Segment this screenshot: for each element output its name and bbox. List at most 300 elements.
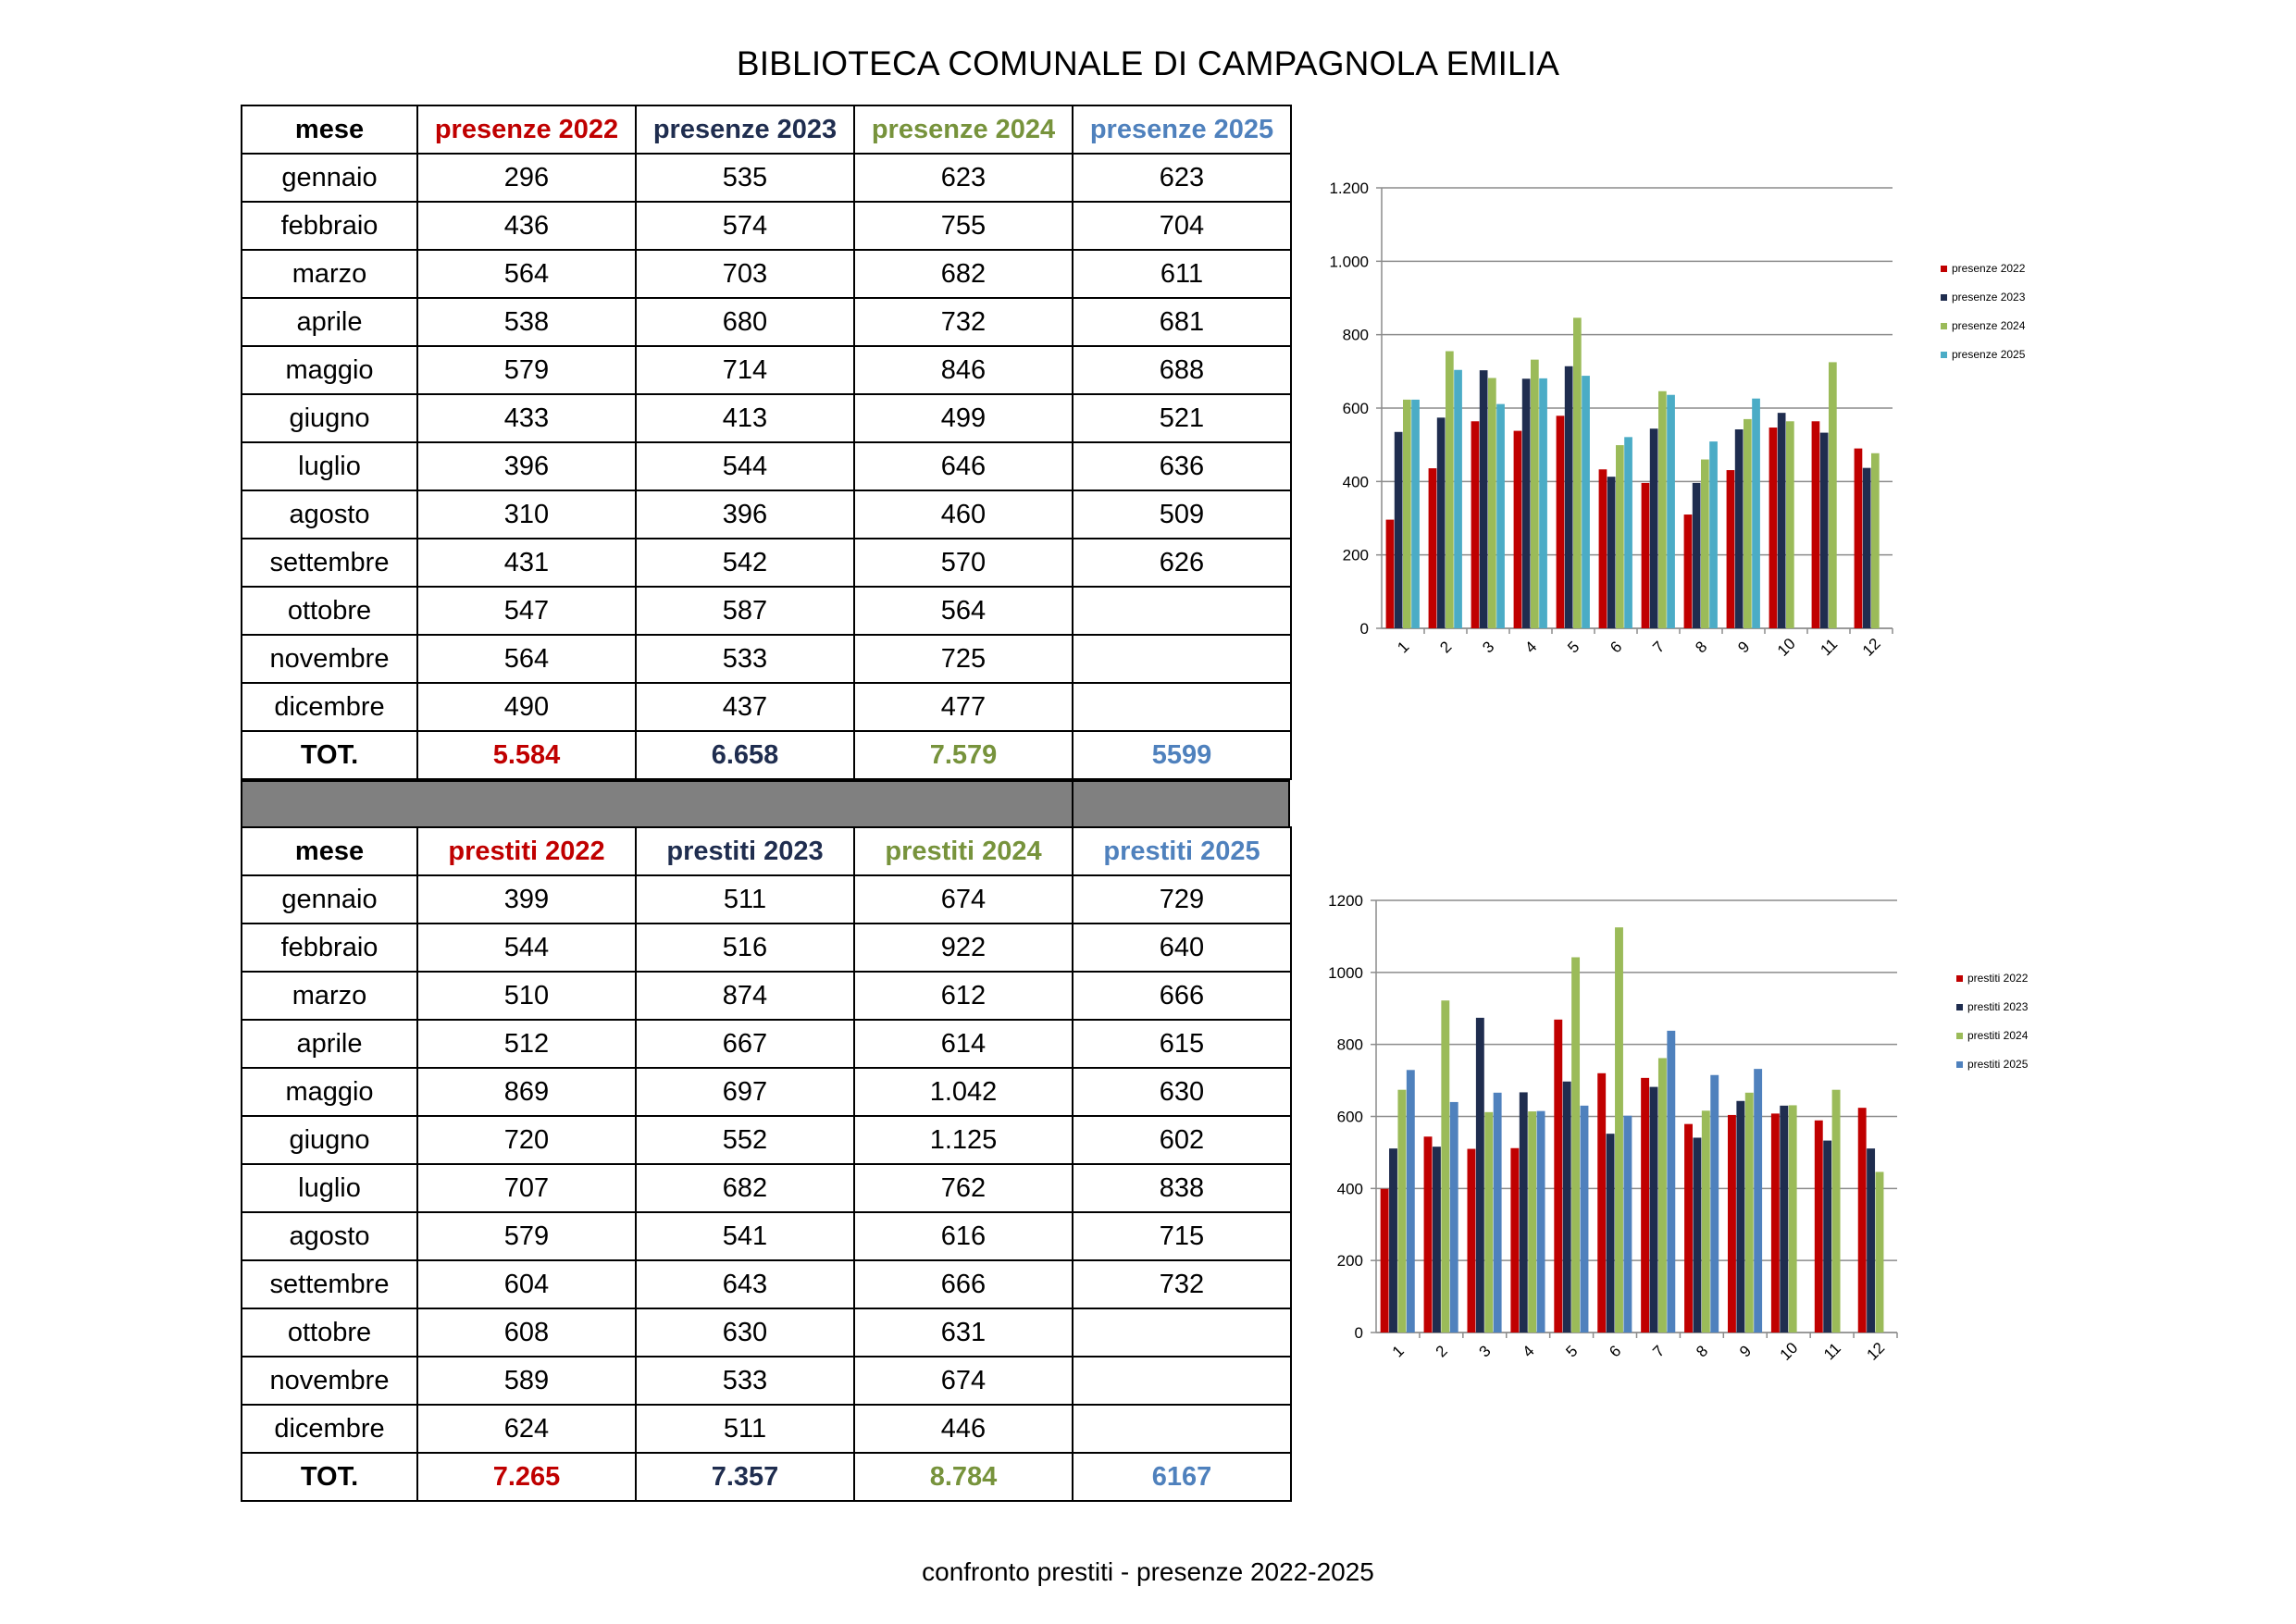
- bar: [1744, 419, 1752, 628]
- x-tick-label: 9: [1734, 638, 1754, 657]
- value-cell: 680: [636, 298, 854, 346]
- value-cell: 436: [417, 202, 636, 250]
- y-tick-label: 200: [1342, 546, 1369, 564]
- value-cell: 682: [854, 250, 1073, 298]
- month-cell: ottobre: [242, 1308, 417, 1357]
- bar: [1812, 421, 1820, 628]
- month-cell: luglio: [242, 1164, 417, 1212]
- value-cell: 704: [1073, 202, 1291, 250]
- value-cell: 570: [854, 539, 1073, 587]
- value-cell: 611: [1073, 250, 1291, 298]
- value-cell: 510: [417, 972, 636, 1020]
- bar: [1528, 1111, 1536, 1333]
- bar: [1565, 366, 1573, 628]
- table-row: [242, 1116, 1291, 1164]
- value-cell: 564: [417, 250, 636, 298]
- value-cell: 587: [636, 587, 854, 635]
- value-cell: 646: [854, 442, 1073, 490]
- value-cell: 666: [854, 1260, 1073, 1308]
- legend-swatch: [1941, 323, 1947, 329]
- bar: [1407, 1070, 1415, 1333]
- y-tick-label: 0: [1359, 620, 1369, 638]
- value-cell: 703: [636, 250, 854, 298]
- value-cell: 538: [417, 298, 636, 346]
- value-cell: 509: [1073, 490, 1291, 539]
- total-row: [242, 731, 1291, 779]
- value-cell: 499: [854, 394, 1073, 442]
- value-cell: 715: [1073, 1212, 1291, 1260]
- value-cell: 631: [854, 1308, 1073, 1357]
- table-row: [242, 442, 1291, 490]
- value-cell: 624: [417, 1405, 636, 1453]
- month-cell: agosto: [242, 490, 417, 539]
- presenze-header-row: [242, 105, 1291, 154]
- value-cell: 541: [636, 1212, 854, 1260]
- bar: [1411, 400, 1420, 628]
- header-prestiti-2024: prestiti 2024: [854, 827, 1073, 875]
- value-cell: 869: [417, 1068, 636, 1116]
- x-tick-label: 4: [1521, 638, 1541, 657]
- value-cell: [1073, 683, 1291, 731]
- bar: [1616, 445, 1624, 628]
- bar: [1437, 417, 1446, 628]
- y-tick-label: 0: [1354, 1324, 1363, 1342]
- value-cell: 720: [417, 1116, 636, 1164]
- table-row: [242, 1308, 1291, 1357]
- bar: [1876, 1172, 1884, 1333]
- y-tick-label: 400: [1336, 1180, 1363, 1198]
- bar: [1494, 1093, 1502, 1333]
- value-cell: 714: [636, 346, 854, 394]
- bar: [1780, 1106, 1788, 1333]
- bar: [1467, 1149, 1475, 1333]
- value-cell: 674: [854, 1357, 1073, 1405]
- x-tick-label: 6: [1607, 638, 1626, 657]
- bar: [1658, 1058, 1667, 1333]
- value-cell: 623: [1073, 154, 1291, 202]
- header-mese: mese: [242, 827, 417, 875]
- month-cell: ottobre: [242, 587, 417, 635]
- bar: [1693, 483, 1701, 628]
- value-cell: 533: [636, 1357, 854, 1405]
- bar: [1454, 370, 1462, 628]
- month-cell: febbraio: [242, 202, 417, 250]
- value-cell: 922: [854, 924, 1073, 972]
- value-cell: 838: [1073, 1164, 1291, 1212]
- total-label: TOT.: [242, 1453, 417, 1501]
- bar: [1871, 453, 1880, 628]
- bar: [1754, 1069, 1762, 1333]
- header-prestiti-2023: prestiti 2023: [636, 827, 854, 875]
- value-cell: 681: [1073, 298, 1291, 346]
- bar: [1381, 1189, 1389, 1333]
- bar: [1539, 378, 1547, 628]
- bar: [1597, 1073, 1606, 1333]
- value-cell: 729: [1073, 875, 1291, 924]
- table-row: [242, 683, 1291, 731]
- bar: [1820, 433, 1829, 628]
- total-value: 7.357: [636, 1453, 854, 1501]
- x-tick-label: 11: [1820, 1339, 1844, 1364]
- bar: [1778, 413, 1786, 628]
- value-cell: 552: [636, 1116, 854, 1164]
- legend-label: presenze 2022: [1952, 262, 2026, 275]
- value-cell: 707: [417, 1164, 636, 1212]
- bar: [1623, 1116, 1632, 1333]
- value-cell: 725: [854, 635, 1073, 683]
- x-tick-label: 8: [1693, 1342, 1712, 1361]
- table-row: [242, 1357, 1291, 1405]
- table-row: [242, 587, 1291, 635]
- bar: [1745, 1093, 1754, 1333]
- bar: [1429, 468, 1437, 628]
- value-cell: [1073, 1308, 1291, 1357]
- value-cell: 544: [417, 924, 636, 972]
- value-cell: 846: [854, 346, 1073, 394]
- table-row: [242, 250, 1291, 298]
- bar: [1702, 1110, 1710, 1333]
- bar: [1855, 449, 1863, 628]
- bar: [1450, 1102, 1458, 1333]
- value-cell: 640: [1073, 924, 1291, 972]
- value-cell: 296: [417, 154, 636, 202]
- bar: [1424, 1136, 1433, 1333]
- bar: [1684, 1124, 1693, 1333]
- value-cell: 542: [636, 539, 854, 587]
- bar: [1537, 1111, 1545, 1333]
- bar: [1386, 520, 1395, 628]
- header-presenze-2023: presenze 2023: [636, 105, 854, 154]
- value-cell: 755: [854, 202, 1073, 250]
- month-cell: gennaio: [242, 154, 417, 202]
- month-cell: dicembre: [242, 683, 417, 731]
- table-row: [242, 1212, 1291, 1260]
- bar: [1709, 441, 1718, 628]
- total-value: 5599: [1073, 731, 1291, 779]
- bar: [1752, 399, 1760, 628]
- bar: [1858, 1108, 1867, 1333]
- bar: [1510, 1148, 1519, 1333]
- value-cell: 614: [854, 1020, 1073, 1068]
- bar: [1471, 421, 1480, 628]
- value-cell: 579: [417, 346, 636, 394]
- prestiti-chart: [1296, 888, 2073, 1370]
- bar: [1735, 429, 1744, 628]
- month-cell: novembre: [242, 635, 417, 683]
- bar: [1554, 1020, 1562, 1333]
- header-presenze-2025: presenze 2025: [1073, 105, 1291, 154]
- header-prestiti-2025: prestiti 2025: [1073, 827, 1291, 875]
- bar: [1581, 1106, 1589, 1333]
- value-cell: 490: [417, 683, 636, 731]
- value-cell: 446: [854, 1405, 1073, 1453]
- legend-swatch: [1956, 1004, 1963, 1010]
- total-label: TOT.: [242, 731, 417, 779]
- value-cell: 732: [1073, 1260, 1291, 1308]
- y-tick-label: 800: [1342, 326, 1369, 344]
- value-cell: 564: [417, 635, 636, 683]
- value-cell: 874: [636, 972, 854, 1020]
- value-cell: 310: [417, 490, 636, 539]
- legend-label: presenze 2023: [1952, 291, 2026, 304]
- legend-label: prestiti 2023: [1967, 1000, 2029, 1013]
- bar: [1771, 1113, 1780, 1333]
- bar: [1832, 1090, 1841, 1333]
- bar: [1389, 1148, 1397, 1333]
- legend-swatch: [1956, 975, 1963, 982]
- bar: [1829, 362, 1837, 628]
- y-tick-label: 1200: [1328, 892, 1363, 910]
- month-cell: maggio: [242, 346, 417, 394]
- value-cell: 666: [1073, 972, 1291, 1020]
- bar: [1701, 460, 1709, 628]
- total-value: 7.265: [417, 1453, 636, 1501]
- value-cell: 697: [636, 1068, 854, 1116]
- bar: [1728, 1115, 1736, 1333]
- value-cell: 512: [417, 1020, 636, 1068]
- legend-label: presenze 2024: [1952, 319, 2026, 332]
- bar: [1480, 370, 1488, 628]
- value-cell: 396: [636, 490, 854, 539]
- month-cell: luglio: [242, 442, 417, 490]
- x-tick-label: 8: [1692, 638, 1711, 657]
- value-cell: 533: [636, 635, 854, 683]
- value-cell: 636: [1073, 442, 1291, 490]
- header-prestiti-2022: prestiti 2022: [417, 827, 636, 875]
- value-cell: 521: [1073, 394, 1291, 442]
- value-cell: 437: [636, 683, 854, 731]
- value-cell: 544: [636, 442, 854, 490]
- table-row: [242, 394, 1291, 442]
- x-tick-label: 5: [1562, 1342, 1582, 1361]
- header-mese: mese: [242, 105, 417, 154]
- table-separator: [241, 780, 1290, 828]
- table-row: [242, 490, 1291, 539]
- legend-swatch: [1941, 352, 1947, 358]
- total-value: 5.584: [417, 731, 636, 779]
- total-row: [242, 1453, 1291, 1501]
- value-cell: 535: [636, 154, 854, 202]
- x-tick-label: 7: [1649, 638, 1669, 657]
- bar: [1476, 1018, 1484, 1333]
- bar: [1693, 1137, 1701, 1333]
- value-cell: 674: [854, 875, 1073, 924]
- total-value: 6.658: [636, 731, 854, 779]
- value-cell: 630: [636, 1308, 854, 1357]
- bar: [1815, 1121, 1823, 1333]
- bar: [1522, 378, 1531, 628]
- value-cell: 602: [1073, 1116, 1291, 1164]
- bar: [1484, 1112, 1493, 1333]
- value-cell: [1073, 1405, 1291, 1453]
- value-cell: 574: [636, 202, 854, 250]
- bar: [1607, 1134, 1615, 1333]
- value-cell: 433: [417, 394, 636, 442]
- value-cell: [1073, 587, 1291, 635]
- table-row: [242, 1405, 1291, 1453]
- value-cell: 643: [636, 1260, 854, 1308]
- bar: [1667, 395, 1675, 628]
- value-cell: 511: [636, 1405, 854, 1453]
- value-cell: 626: [1073, 539, 1291, 587]
- value-cell: 608: [417, 1308, 636, 1357]
- value-cell: 682: [636, 1164, 854, 1212]
- month-cell: settembre: [242, 539, 417, 587]
- bar: [1658, 391, 1667, 628]
- header-presenze-2024: presenze 2024: [854, 105, 1073, 154]
- y-tick-label: 1.200: [1329, 180, 1369, 197]
- legend-swatch: [1956, 1033, 1963, 1039]
- value-cell: 477: [854, 683, 1073, 731]
- table-row: [242, 346, 1291, 394]
- y-tick-label: 200: [1336, 1252, 1363, 1271]
- x-tick-label: 12: [1858, 634, 1884, 660]
- value-cell: 431: [417, 539, 636, 587]
- bar: [1441, 1000, 1449, 1333]
- prestiti-header-row: [242, 827, 1291, 875]
- value-cell: 399: [417, 875, 636, 924]
- bar: [1786, 421, 1794, 628]
- y-tick-label: 400: [1342, 473, 1369, 491]
- page-footer: confronto prestiti - presenze 2022-2025: [922, 1557, 1374, 1586]
- table-row: [242, 202, 1291, 250]
- x-tick-label: 10: [1776, 1338, 1802, 1364]
- bar: [1395, 432, 1403, 628]
- bar: [1789, 1105, 1797, 1333]
- bar: [1563, 1082, 1571, 1333]
- month-cell: marzo: [242, 250, 417, 298]
- table-row: [242, 972, 1291, 1020]
- value-cell: [1073, 635, 1291, 683]
- legend-label: prestiti 2025: [1967, 1058, 2029, 1071]
- value-cell: 589: [417, 1357, 636, 1405]
- bar: [1571, 957, 1580, 1333]
- y-tick-label: 800: [1336, 1035, 1363, 1054]
- x-tick-label: 11: [1817, 635, 1842, 660]
- total-value: 8.784: [854, 1453, 1073, 1501]
- bar: [1403, 400, 1411, 628]
- table-row: [242, 154, 1291, 202]
- bar: [1520, 1092, 1528, 1333]
- bar: [1769, 428, 1778, 628]
- bar: [1823, 1141, 1831, 1333]
- value-cell: 511: [636, 875, 854, 924]
- bar: [1727, 470, 1735, 628]
- value-cell: 460: [854, 490, 1073, 539]
- bar: [1615, 927, 1623, 1333]
- month-cell: febbraio: [242, 924, 417, 972]
- value-cell: 1.125: [854, 1116, 1073, 1164]
- table-row: [242, 1260, 1291, 1308]
- bar: [1736, 1101, 1744, 1333]
- value-cell: 413: [636, 394, 854, 442]
- legend-swatch: [1941, 294, 1947, 301]
- month-cell: dicembre: [242, 1405, 417, 1453]
- bar: [1641, 1078, 1649, 1333]
- month-cell: agosto: [242, 1212, 417, 1260]
- bar: [1650, 428, 1658, 628]
- value-cell: 579: [417, 1212, 636, 1260]
- value-cell: 396: [417, 442, 636, 490]
- table-row: [242, 1164, 1291, 1212]
- x-tick-label: 12: [1863, 1338, 1889, 1364]
- bar: [1867, 1148, 1875, 1333]
- x-tick-label: 4: [1519, 1342, 1538, 1361]
- table-row: [242, 875, 1291, 924]
- legend-swatch: [1956, 1061, 1963, 1068]
- bar: [1446, 352, 1454, 628]
- value-cell: 615: [1073, 1020, 1291, 1068]
- bar: [1684, 514, 1693, 628]
- value-cell: 612: [854, 972, 1073, 1020]
- month-cell: novembre: [242, 1357, 417, 1405]
- table-row: [242, 1020, 1291, 1068]
- bar: [1573, 317, 1582, 628]
- legend-label: prestiti 2022: [1967, 972, 2029, 985]
- legend-label: presenze 2025: [1952, 348, 2026, 361]
- bar: [1582, 376, 1590, 628]
- bar: [1607, 477, 1616, 628]
- bar: [1531, 360, 1539, 628]
- bar: [1624, 437, 1632, 628]
- bar: [1650, 1087, 1658, 1333]
- value-cell: 604: [417, 1260, 636, 1308]
- month-cell: aprile: [242, 1020, 417, 1068]
- y-tick-label: 1000: [1328, 963, 1363, 982]
- value-cell: 688: [1073, 346, 1291, 394]
- x-tick-label: 1: [1394, 638, 1413, 657]
- prestiti-table: [241, 826, 1292, 1502]
- month-cell: settembre: [242, 1260, 417, 1308]
- bar: [1642, 483, 1650, 628]
- month-cell: marzo: [242, 972, 417, 1020]
- month-cell: aprile: [242, 298, 417, 346]
- month-cell: gennaio: [242, 875, 417, 924]
- value-cell: 623: [854, 154, 1073, 202]
- bar: [1514, 431, 1522, 628]
- value-cell: 516: [636, 924, 854, 972]
- x-tick-label: 1: [1388, 1342, 1408, 1361]
- legend-label: prestiti 2024: [1967, 1029, 2029, 1042]
- y-tick-label: 600: [1336, 1108, 1363, 1126]
- x-tick-label: 5: [1564, 638, 1583, 657]
- value-cell: 667: [636, 1020, 854, 1068]
- x-tick-label: 10: [1773, 634, 1799, 660]
- value-cell: 564: [854, 587, 1073, 635]
- value-cell: 762: [854, 1164, 1073, 1212]
- table-row: [242, 924, 1291, 972]
- header-presenze-2022: presenze 2022: [417, 105, 636, 154]
- legend-swatch: [1941, 266, 1947, 272]
- bar: [1710, 1075, 1719, 1333]
- presenze-chart: [1296, 176, 2073, 694]
- x-tick-label: 3: [1479, 638, 1498, 657]
- month-cell: maggio: [242, 1068, 417, 1116]
- x-tick-label: 2: [1432, 1342, 1451, 1361]
- x-tick-label: 6: [1606, 1342, 1625, 1361]
- value-cell: [1073, 1357, 1291, 1405]
- x-tick-label: 3: [1475, 1342, 1495, 1361]
- presenze-table: [241, 105, 1292, 780]
- value-cell: 732: [854, 298, 1073, 346]
- month-cell: giugno: [242, 1116, 417, 1164]
- table-row: [242, 298, 1291, 346]
- y-tick-label: 600: [1342, 400, 1369, 417]
- table-row: [242, 539, 1291, 587]
- x-tick-label: 7: [1649, 1342, 1669, 1361]
- x-tick-label: 9: [1736, 1342, 1756, 1361]
- page-title: BIBLIOTECA COMUNALE DI CAMPAGNOLA EMILIA: [736, 44, 1560, 82]
